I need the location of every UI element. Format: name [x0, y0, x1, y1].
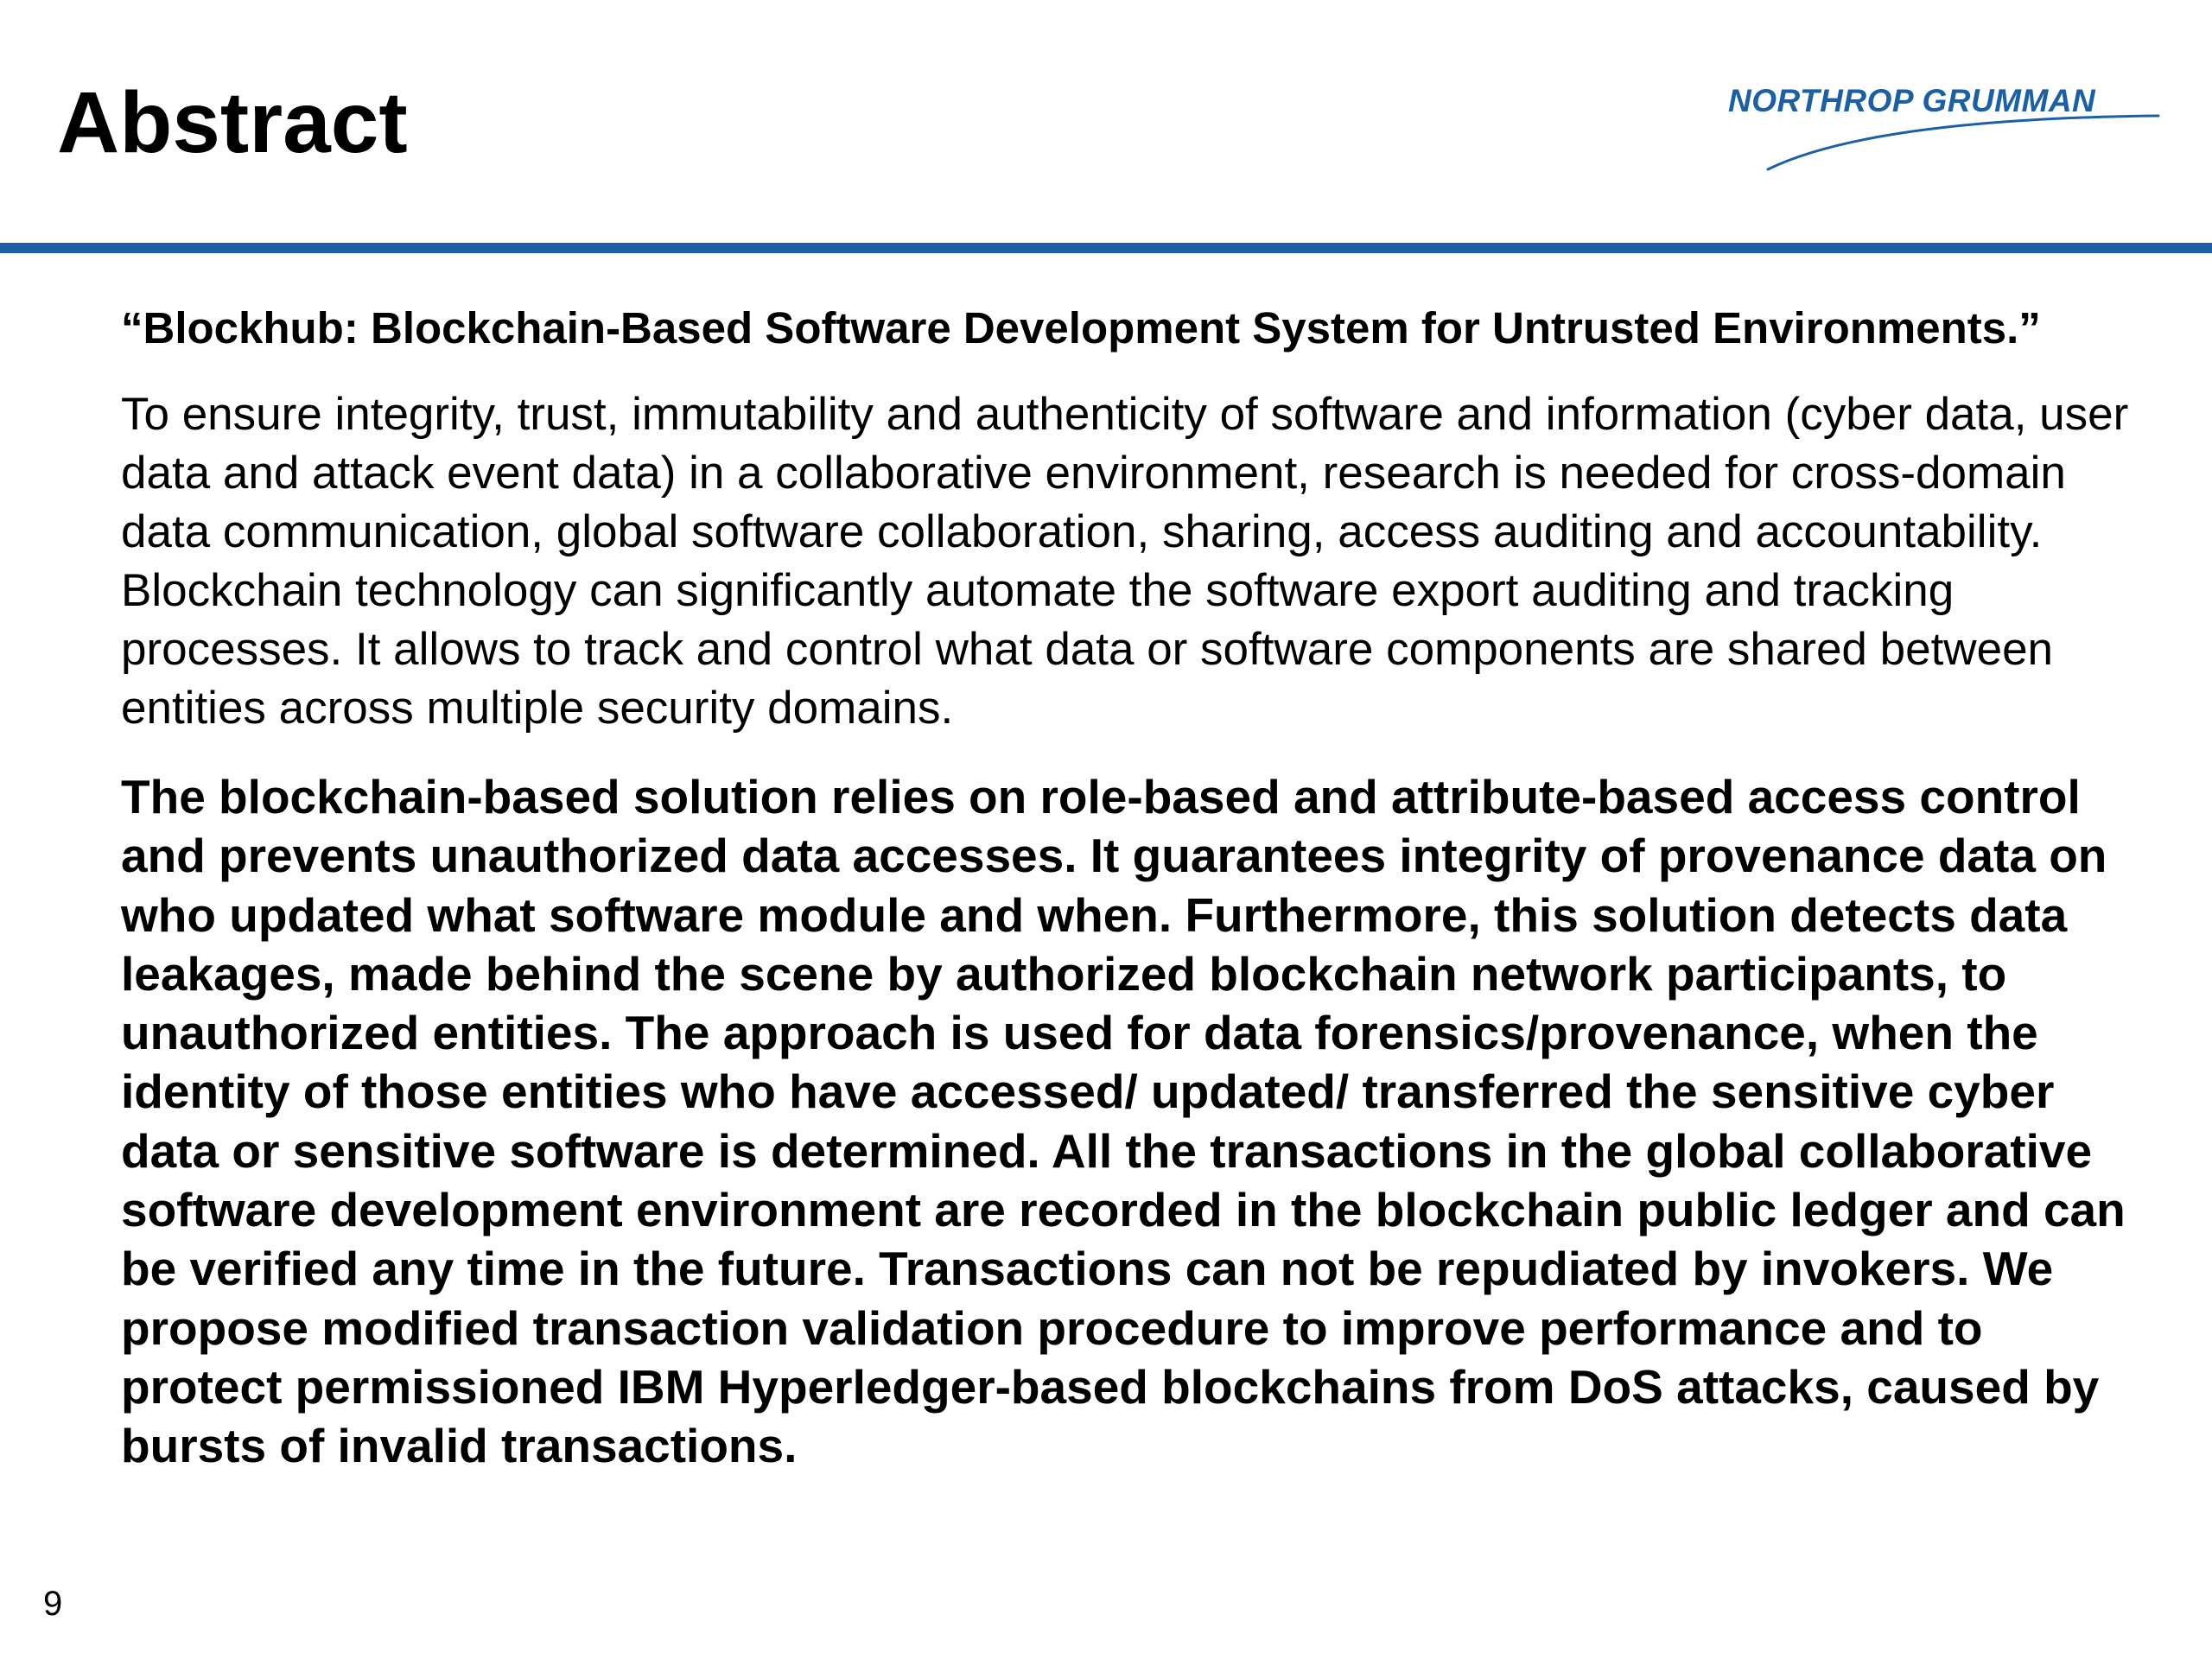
title-divider: [0, 243, 2212, 253]
page-number: 9: [43, 1585, 63, 1623]
paper-title: “Blockhub: Blockchain-Based Software Development System for Untrusted Environments.”: [121, 303, 2041, 353]
abstract-paragraph-1: To ensure integrity, trust, immutability and authenticity of software and information (cyber data, user data and attack event data) in a collaborative environment, research is needed for cross-domain data communication, global software collaboration, sharing, access auditing and accountability. Blockchain technology can significantly automate the software export auditing and tracking processes. It allows to track and control what data or software components are shared between entities across multiple security domains.: [121, 389, 2129, 734]
abstract-body: [121, 301, 2134, 1476]
abstract-paragraph-2: The blockchain-based solution relies on role-based and attribute-based access control and prevents unauthorized data accesses. It guarantees integrity of provenance data on who updated what software module and when. Furthermore, this solution detects data leakages, made behind the scene by authorized blockchain network participants, to unauthorized entities. The approach is used for data forensics/provenance, when the identity of those entities who have accessed/ updated/ transferred the sensitive cyber data or sensitive software is determined. All the transactions in the global collaborative software development environment are recorded in the blockchain public ledger and can be verified any time in the future. Transactions can not be repudiated by invokers. We propose modified transaction validation procedure to improve performance and to protect permissioned IBM Hyperledger-based blockchains from DoS attacks, caused by bursts of invalid transactions.: [121, 770, 2126, 1473]
slide-title: Abstract: [57, 74, 408, 171]
logo-swoosh-icon: [1719, 79, 2169, 175]
northrop-grumman-logo: [1719, 79, 2169, 175]
logo-wordmark: NORTHROP GRUMMAN: [1728, 83, 2096, 118]
